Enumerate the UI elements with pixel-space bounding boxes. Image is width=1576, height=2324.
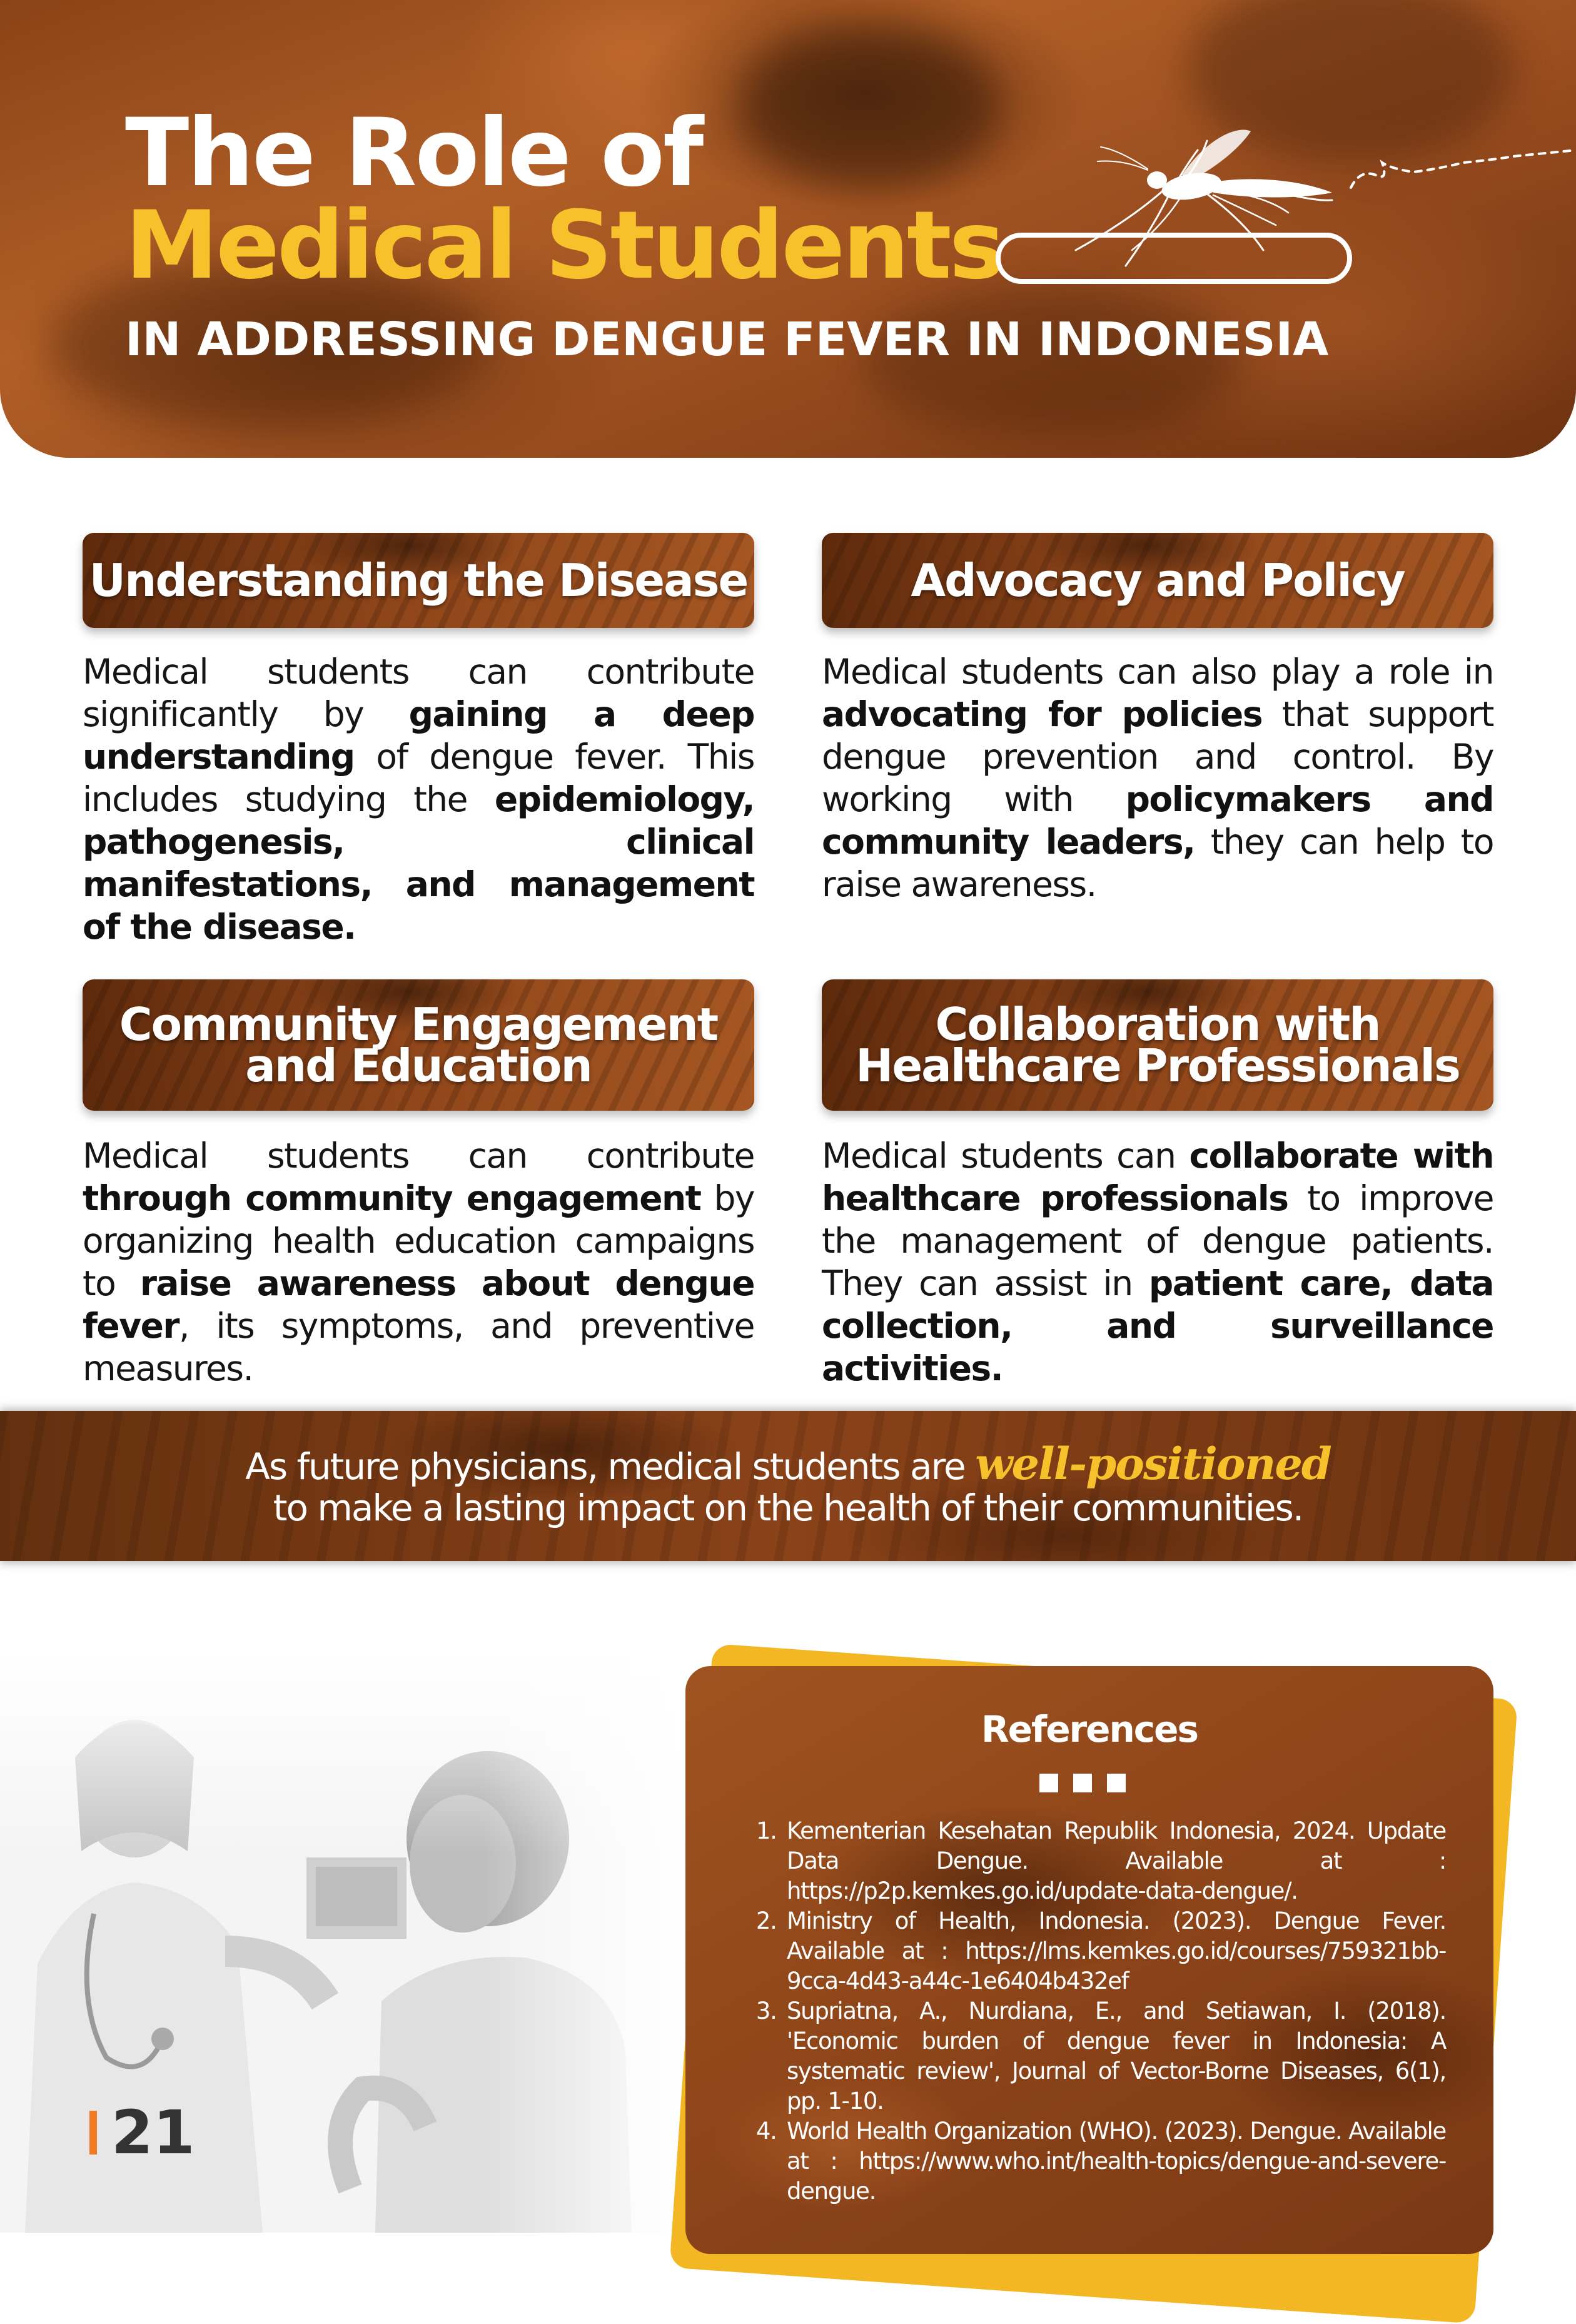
section-title-line-1: Collaboration with [935,998,1380,1051]
header-banner [0,0,1576,458]
section-body-collaboration: Medical students can collaborate with healthcare professionals to improve the management of dengue patients. They can assist in patient care, data collection, and surveillance activities. [822,1136,1493,1388]
mosquito-icon [1063,125,1576,269]
section-title: Understanding the Disease [89,554,748,607]
emphasis-text: epidemiology, pathogenesis, clinical manifestations, and management of the disease. [83,779,754,947]
subtitle: IN ADDRESSING DENGUE FEVER IN INDONESIA [125,313,1329,366]
emphasis-text: through community engagement [83,1178,701,1218]
references-list [745,1816,1446,2206]
emphasis-text: collaborate with healthcare professionals [822,1136,1493,1218]
section-body-community: Medical students can contribute through community engagement by organizing health education campaigns to raise awareness about dengue fever, its symptoms, and preventive measures. [83,1136,754,1388]
title-line-1: The Role of [125,99,702,208]
quote-line-2: to make a lasting impact on the health of their communities. [273,1487,1303,1529]
reference-item: 3. Supriatna, A., Nurdiana, E., and Setiawan, I. (2018). 'Economic burden of dengue fever in Indonesia: A systematic review', Journal of Vector-Borne Diseases, 6(1), pp. 1-10. [783,1996,1446,2116]
reference-item: 2. Ministry of Health, Indonesia. (2023). Dengue Fever. Available at : https://lms.kemkes.go.id/courses/759321bb-9cca-4d43-a44c-1e6404b432ef [783,1906,1446,1996]
references-card [685,1666,1493,2254]
reference-item: 1. Kementerian Kesehatan Republik Indonesia, 2024. Update Data Dengue. Available at : https://p2p.kemkes.go.id/update-data-dengue/. [783,1816,1446,1906]
section-title: Advocacy and Policy [911,554,1405,607]
emphasis-text: gaining a deep understanding [83,694,754,777]
references-dots [1039,1774,1126,1792]
page-number-marker [89,2111,97,2155]
section-header-advocacy [822,533,1493,628]
quote-highlight: well-positioned [975,1438,1331,1490]
section-title-line-1: Community Engagement [119,998,718,1051]
quote-line-1 [0,1438,1576,1490]
title-line-2: Medical Students [125,191,1003,300]
section-body-advocacy: Medical students can also play a role in advocating for policies that support dengue prevention and control. By working with policymakers and community leaders, they can help to raise awareness. [822,652,1494,904]
section-header-collaboration [822,979,1493,1111]
section-title-line-2: Healthcare Professionals [856,1039,1460,1092]
quote-band [0,1411,1576,1561]
page-number: 21 [111,2098,195,2168]
references-title: References [981,1708,1198,1751]
section-header-community [83,979,754,1111]
emphasis-text: policymakers and community leaders, [822,779,1493,862]
emphasis-text: advocating for policies [822,694,1263,734]
emphasis-text: patient care, data collection, and surveillance activities. [822,1263,1493,1388]
emphasis-text: raise awareness about dengue fever [83,1263,754,1346]
reference-item: 4. World Health Organization (WHO). (2023). Dengue. Available at : https://www.who.int/health-topics/dengue-and-severe-dengue. [783,2116,1446,2206]
section-header-understanding [83,533,754,628]
doctor-patient-photo [0,1651,688,2233]
section-title-line-2: and Education [245,1039,592,1092]
quote-text: As future physicians, medical students are [245,1445,976,1488]
section-body-understanding: Medical students can contribute significantly by gaining a deep understanding of dengue fever. This includes studying the epidemiology, pathogenesis, clinical manifestations, and management of the disease. [83,652,754,947]
